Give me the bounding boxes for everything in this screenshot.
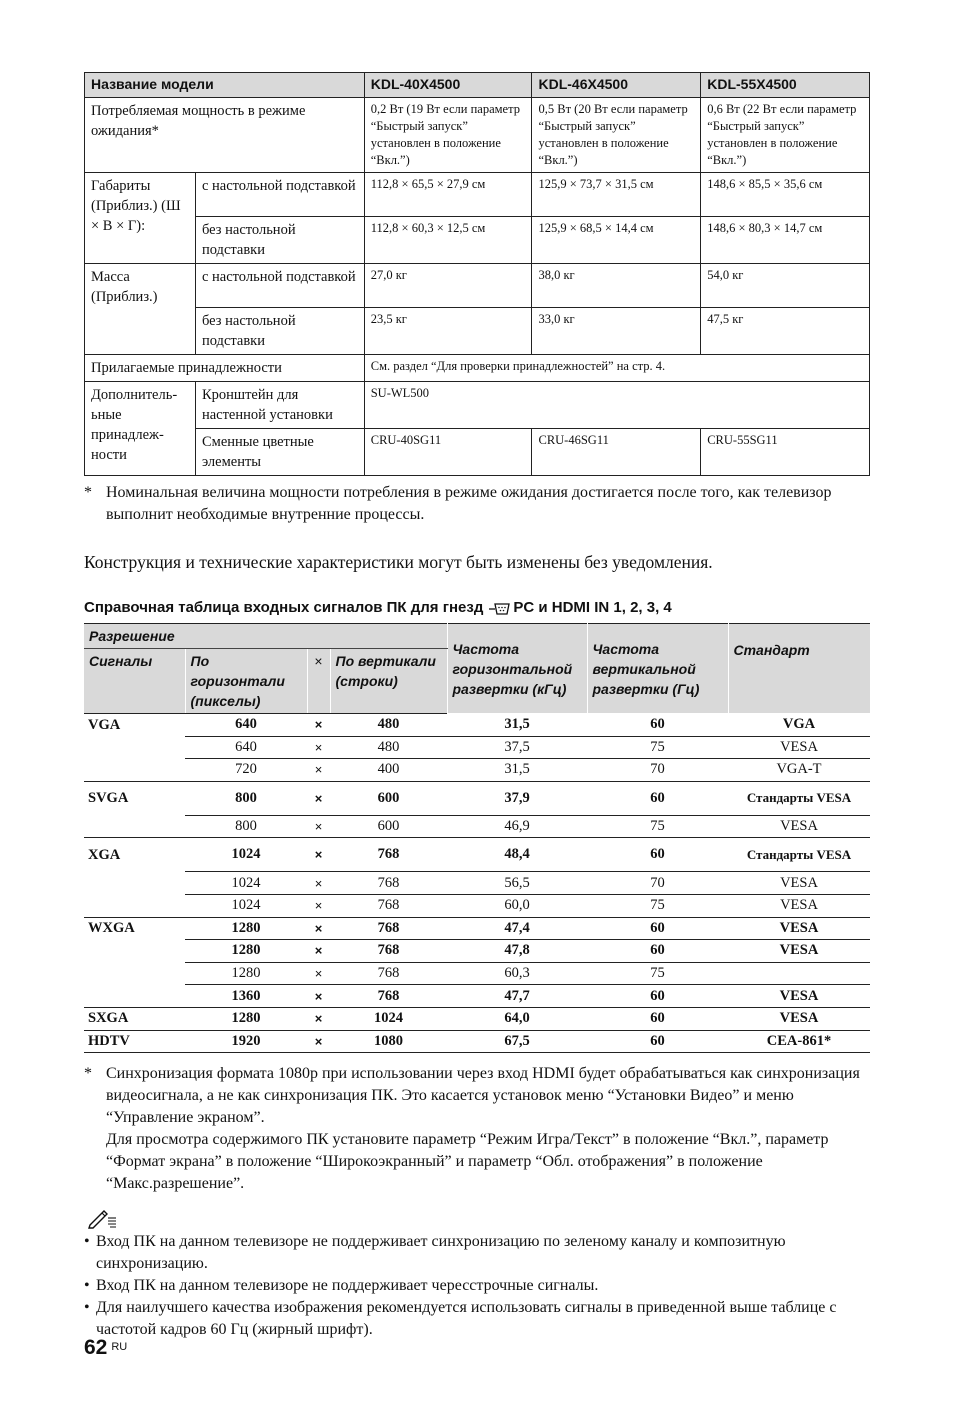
times-sign: ×: [307, 736, 330, 759]
vertical-lines: 600: [330, 781, 447, 815]
pc-signal-table: [84, 623, 870, 1053]
dimensions-label: Габариты (Приблиз.) (Ш × В × Г):: [85, 173, 196, 264]
horizontal-pixels: 1024: [185, 894, 307, 917]
vertical-frequency: 75: [587, 815, 728, 838]
standard: VESA: [728, 872, 870, 895]
vertical-frequency: 70: [587, 872, 728, 895]
header-resolution: Разрешение: [84, 624, 447, 649]
horizontal-pixels: 1024: [185, 872, 307, 895]
color-elements-40: CRU-40SG11: [364, 429, 532, 476]
signal-name: SXGA: [84, 1007, 185, 1030]
horizontal-frequency: 37,9: [447, 781, 587, 815]
bullet-text: Вход ПК на данном телевизоре не поддерживает синхронизацию по зеленому каналу и композитную синхронизацию.: [96, 1233, 786, 1273]
horizontal-pixels: 1280: [185, 1007, 307, 1030]
dimensions-with-stand-46: 125,9 × 73,7 × 31,5 см: [532, 173, 701, 217]
horizontal-frequency: 31,5: [447, 714, 587, 737]
horizontal-pixels: 1280: [185, 962, 307, 985]
dimensions-without-stand-label: без настольной подставки: [195, 217, 364, 264]
horizontal-frequency: 31,5: [447, 759, 587, 782]
times-sign: ×: [307, 1007, 330, 1030]
pc-input-icon: [489, 602, 511, 614]
vertical-frequency: 75: [587, 736, 728, 759]
standard: [728, 962, 870, 985]
vertical-frequency: 60: [587, 838, 728, 872]
mass-with-stand-40: 27,0 кг: [364, 264, 532, 308]
horizontal-frequency: 56,5: [447, 872, 587, 895]
page-number: [84, 1336, 127, 1360]
standard: VESA: [728, 1007, 870, 1030]
header-signals: Сигналы: [84, 649, 185, 714]
color-elements-label: Сменные цветные элементы: [195, 429, 364, 476]
standard: VESA: [728, 815, 870, 838]
times-sign: ×: [307, 714, 330, 737]
signal-footnote: [84, 1063, 870, 1195]
signal-name: [84, 894, 185, 917]
horizontal-pixels: 640: [185, 736, 307, 759]
horizontal-frequency: 67,5: [447, 1030, 587, 1053]
vertical-lines: 768: [330, 872, 447, 895]
horizontal-frequency: 47,8: [447, 940, 587, 963]
vertical-lines: 1024: [330, 1007, 447, 1030]
times-sign: ×: [307, 838, 330, 872]
signal-heading-prefix: Справочная таблица входных сигналов ПК для гнезд: [84, 599, 484, 616]
mass-without-stand-label: без настольной подставки: [195, 308, 364, 355]
pen-note-icon: [88, 1207, 118, 1229]
signal-name: [84, 985, 185, 1008]
standard: VESA: [728, 894, 870, 917]
vertical-frequency: 75: [587, 894, 728, 917]
vertical-frequency: 70: [587, 759, 728, 782]
standard: VESA: [728, 985, 870, 1008]
header-standard: Стандарт: [728, 624, 870, 714]
optional-accessories-label: Дополнитель-ьные принадлеж-ности: [85, 382, 196, 476]
color-elements-46: CRU-46SG11: [532, 429, 701, 476]
specifications-table: [84, 72, 870, 476]
signal-name: SVGA: [84, 781, 185, 815]
horizontal-pixels: 1280: [185, 917, 307, 940]
times-sign: ×: [307, 940, 330, 963]
dimensions-without-stand-55: 148,6 × 80,3 × 14,7 см: [701, 217, 870, 264]
signal-name: [84, 815, 185, 838]
vertical-frequency: 60: [587, 940, 728, 963]
vertical-frequency: 60: [587, 1007, 728, 1030]
horizontal-pixels: 800: [185, 815, 307, 838]
table-row: [84, 894, 870, 917]
signal-name: VGA: [84, 714, 185, 737]
dimensions-without-stand-40: 112,8 × 60,3 × 12,5 см: [364, 217, 532, 264]
vertical-lines: 768: [330, 917, 447, 940]
vertical-frequency: 60: [587, 714, 728, 737]
vertical-lines: 768: [330, 985, 447, 1008]
horizontal-frequency: 60,0: [447, 894, 587, 917]
header-kdl-55: KDL-55X4500: [701, 73, 870, 98]
vertical-lines: 400: [330, 759, 447, 782]
table-row: [84, 759, 870, 782]
footnote-star: *: [84, 484, 92, 501]
mass-without-stand-55: 47,5 кг: [701, 308, 870, 355]
dimensions-with-stand-40: 112,8 × 65,5 × 27,9 см: [364, 173, 532, 217]
signal-rows: [84, 714, 870, 1053]
horizontal-frequency: 48,4: [447, 838, 587, 872]
mass-without-stand-40: 23,5 кг: [364, 308, 532, 355]
times-sign: ×: [307, 917, 330, 940]
vertical-lines: 768: [330, 838, 447, 872]
footnote-star: *: [84, 1065, 92, 1083]
page-number-value: 62: [84, 1336, 108, 1359]
table-row: [84, 736, 870, 759]
signal-footnote-p2: Для просмотра содержимого ПК установите параметр “Режим Игра/Текст” в положение “Вкл.”, параметр “Формат экрана” в положение “Широкоэкранный” и параметр “Обл. отображения” в положение “Макс.разрешение”.: [106, 1131, 829, 1193]
color-elements-55: CRU-55SG11: [701, 429, 870, 476]
times-sign: ×: [307, 872, 330, 895]
signal-name: [84, 736, 185, 759]
design-change-note: Конструкция и технические характеристики могут быть изменены без уведомления.: [84, 552, 713, 572]
vertical-lines: 600: [330, 815, 447, 838]
standard: VGA: [728, 714, 870, 737]
header-vfreq: Частота вертикальной развертки (Гц): [587, 624, 728, 714]
standard: VESA: [728, 940, 870, 963]
mass-with-stand-46: 38,0 кг: [532, 264, 701, 308]
signal-name: HDTV: [84, 1030, 185, 1053]
vertical-lines: 768: [330, 894, 447, 917]
header-horizontal: По горизонтали (пикселы): [185, 649, 307, 714]
times-sign: ×: [307, 962, 330, 985]
header-vertical: По вертикали (строки): [330, 649, 447, 714]
horizontal-pixels: 720: [185, 759, 307, 782]
table-row: [84, 815, 870, 838]
times-sign: ×: [307, 894, 330, 917]
signal-footnote-body: [106, 1063, 870, 1195]
vertical-frequency: 60: [587, 1030, 728, 1053]
signal-name: XGA: [84, 838, 185, 872]
times-sign: ×: [307, 1030, 330, 1053]
horizontal-pixels: 800: [185, 781, 307, 815]
list-item: [84, 1231, 870, 1275]
bullet-dot: •: [84, 1233, 90, 1251]
standard: Стандарты VESA: [728, 838, 870, 872]
standby-power-55: 0,6 Вт (22 Вт если параметр “Быстрый запуск” установлен в положение “Вкл.”): [701, 98, 870, 173]
mass-with-stand-55: 54,0 кг: [701, 264, 870, 308]
header-kdl-46: KDL-46X4500: [532, 73, 701, 98]
horizontal-pixels: 1280: [185, 940, 307, 963]
signal-footnote-p1: Синхронизация формата 1080p при использовании через вход HDMI будет обрабатываться как синхронизация видеосигнала, а не как синхронизация ПК. Это касается установок меню “Установки Видео” и меню “Управление экраном”.: [106, 1065, 860, 1127]
horizontal-frequency: 64,0: [447, 1007, 587, 1030]
spec-footnote-text: Номинальная величина мощности потребления в режиме ожидания достигается после того, как телевизор выполнит необходимые внутренние процессы.: [106, 484, 832, 523]
standby-power-label: Потребляемая мощность в режиме ожидания*: [85, 98, 365, 173]
vertical-lines: 1080: [330, 1030, 447, 1053]
signal-name: [84, 962, 185, 985]
table-row: [84, 940, 870, 963]
dimensions-with-stand-55: 148,6 × 85,5 × 35,6 см: [701, 173, 870, 217]
standby-power-40: 0,2 Вт (19 Вт если параметр “Быстрый запуск” установлен в положение “Вкл.”): [364, 98, 532, 173]
times-sign: ×: [307, 781, 330, 815]
dimensions-without-stand-46: 125,9 × 68,5 × 14,4 см: [532, 217, 701, 264]
horizontal-frequency: 60,3: [447, 962, 587, 985]
horizontal-pixels: 1024: [185, 838, 307, 872]
header-model-name: Название модели: [85, 73, 365, 98]
mass-without-stand-46: 33,0 кг: [532, 308, 701, 355]
times-sign: ×: [307, 759, 330, 782]
table-row: [84, 872, 870, 895]
bullet-dot: •: [84, 1299, 90, 1317]
signal-name: [84, 940, 185, 963]
table-row: [84, 985, 870, 1008]
header-kdl-40: KDL-40X4500: [364, 73, 532, 98]
vertical-frequency: 60: [587, 781, 728, 815]
horizontal-frequency: 46,9: [447, 815, 587, 838]
wall-bracket-label: Кронштейн для настенной установки: [195, 382, 364, 429]
list-item: [84, 1297, 870, 1341]
bullet-text: Вход ПК на данном телевизоре не поддерживает чересстрочные сигналы.: [96, 1277, 599, 1295]
signal-name: [84, 872, 185, 895]
vertical-lines: 768: [330, 962, 447, 985]
header-hfreq: Частота горизонтальной развертки (кГц): [447, 624, 587, 714]
standard: CEA-861*: [728, 1030, 870, 1053]
vertical-frequency: 60: [587, 985, 728, 1008]
mass-with-stand-label: с настольной подставкой: [195, 264, 364, 308]
page-language: RU: [111, 1341, 128, 1353]
standby-power-46: 0,5 Вт (20 Вт если параметр “Быстрый запуск” установлен в положение “Вкл.”): [532, 98, 701, 173]
bullet-text: Для наилучшего качества изображения рекомендуется использовать сигналы в приведенной выше таблице с частотой кадров 60 Гц (жирный шрифт).: [96, 1299, 837, 1339]
horizontal-frequency: 37,5: [447, 736, 587, 759]
table-row: [84, 1030, 870, 1053]
standard: Стандарты VESA: [728, 781, 870, 815]
signal-heading-suffix: PC и HDMI IN 1, 2, 3, 4: [513, 599, 672, 616]
supplied-accessories-value: См. раздел “Для проверки принадлежностей” на стр. 4.: [364, 355, 869, 382]
table-row: [84, 962, 870, 985]
vertical-frequency: 60: [587, 917, 728, 940]
supplied-accessories-label: Прилагаемые принадлежности: [85, 355, 365, 382]
signal-table-heading: [84, 599, 870, 616]
horizontal-pixels: 1360: [185, 985, 307, 1008]
list-item: [84, 1275, 870, 1297]
signal-name: WXGA: [84, 917, 185, 940]
table-row: [84, 1007, 870, 1030]
horizontal-frequency: 47,4: [447, 917, 587, 940]
horizontal-frequency: 47,7: [447, 985, 587, 1008]
vertical-lines: 480: [330, 714, 447, 737]
vertical-lines: 768: [330, 940, 447, 963]
times-sign: ×: [307, 815, 330, 838]
wall-bracket-value: SU-WL500: [364, 382, 869, 429]
standard: VESA: [728, 736, 870, 759]
dimensions-with-stand-label: с настольной подставкой: [195, 173, 364, 217]
bullet-dot: •: [84, 1277, 90, 1295]
vertical-lines: 480: [330, 736, 447, 759]
table-row: [84, 714, 870, 737]
standard: VESA: [728, 917, 870, 940]
times-sign: ×: [307, 985, 330, 1008]
table-row: [84, 838, 870, 872]
horizontal-pixels: 640: [185, 714, 307, 737]
horizontal-pixels: 1920: [185, 1030, 307, 1053]
signal-name: [84, 759, 185, 782]
table-row: [84, 781, 870, 815]
header-times: ×: [307, 649, 330, 714]
table-row: [84, 917, 870, 940]
page-content: [84, 72, 870, 1341]
mass-label: Масса (Приблиз.): [85, 264, 196, 355]
standard: VGA-T: [728, 759, 870, 782]
vertical-frequency: 75: [587, 962, 728, 985]
spec-footnote: [84, 482, 870, 526]
